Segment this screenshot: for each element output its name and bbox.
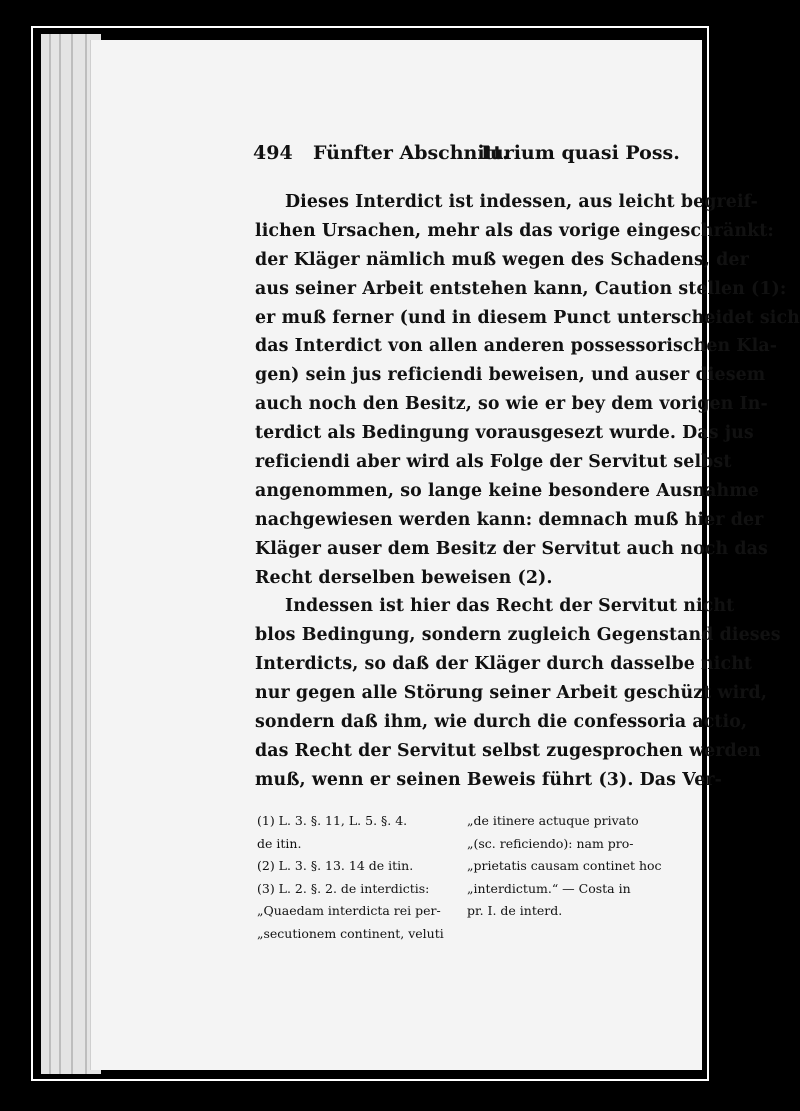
text-line: Indessen ist hier das Recht der Servitut nicht [285, 596, 735, 617]
text-line: Recht derselben beweisen (2). [255, 567, 553, 588]
footnote-line: „de itinere actuque privato [467, 813, 639, 828]
page-title: Iurium quasi Poss. [481, 142, 680, 164]
body-text [255, 188, 800, 795]
text-line: nur gegen alle Störung seiner Arbeit geschüzt wird, [255, 683, 767, 704]
footnotes-left-column [257, 810, 457, 945]
text-line: nachgewiesen werden kann: demnach muß hier der [255, 509, 764, 530]
running-header [253, 142, 680, 172]
footnote-line: (3) L. 2. §. 2. de interdictis: [257, 880, 430, 896]
footnote-line: (2) L. 3. §. 13. 14 de itin. [257, 858, 414, 873]
text-line: Interdicts, so daß der Kläger durch dasselbe nicht [255, 654, 753, 675]
text-line: terdict als Bedingung vorausgesezt wurde. Das jus [255, 423, 754, 444]
footnote-line: „secutionem continent, veluti [257, 925, 444, 941]
text-line: blos Bedingung, sondern zugleich Gegenstand dieses [255, 625, 781, 646]
text-line: Dieses Interdict ist indessen, aus leicht begreif- [285, 192, 758, 212]
text-line: gen) sein jus reficiendi beweisen, und auser diesem [255, 365, 766, 386]
footnote-line: (1) L. 3. §. 11, L. 5. §. 4. [257, 813, 408, 828]
footnote-line: „interdictum.“ — Costa in [467, 880, 631, 896]
footnote-line: „Quaedam interdicta rei per- [257, 903, 441, 918]
text-line: lichen Ursachen, mehr als das vorige eingeschränkt: [255, 220, 774, 241]
footnotes-right-column [467, 810, 675, 923]
text-line: sondern daß ihm, wie durch die confessoria actio, [255, 712, 748, 733]
text-line: muß, wenn er seinen Beweis führt (3). Das Ver- [255, 769, 722, 790]
footnote-line: „(sc. reficiendo): nam pro- [467, 835, 634, 851]
footnote-line: de itin. [257, 835, 302, 851]
page-number: 494 [253, 142, 293, 164]
text-line: reficiendi aber wird als Folge der Servitut selbst [255, 452, 732, 473]
text-line: das Interdict von allen anderen possessorischen Kla- [255, 336, 778, 357]
text-line: aus seiner Arbeit entstehen kann, Caution stellen (1): [255, 278, 787, 299]
text-line: das Recht der Servitut selbst zugesprochen werden [255, 740, 761, 761]
text-line: Kläger auser dem Besitz der Servitut auch noch das [255, 538, 768, 559]
text-line: auch noch den Besitz, so wie er bey dem vorigen In- [255, 394, 768, 415]
footnote-line: pr. I. de interd. [467, 903, 563, 918]
text-line: angenommen, so lange keine besondere Ausnahme [255, 480, 759, 501]
text-line: der Kläger nämlich muß wegen des Schadens, der [255, 249, 749, 270]
section-heading: Fünfter Abschnitt. [313, 142, 509, 164]
footnote-line: „prietatis causam continet hoc [467, 858, 662, 873]
text-line: er muß ferner (und in diesem Punct unterscheidet sich [255, 307, 800, 328]
